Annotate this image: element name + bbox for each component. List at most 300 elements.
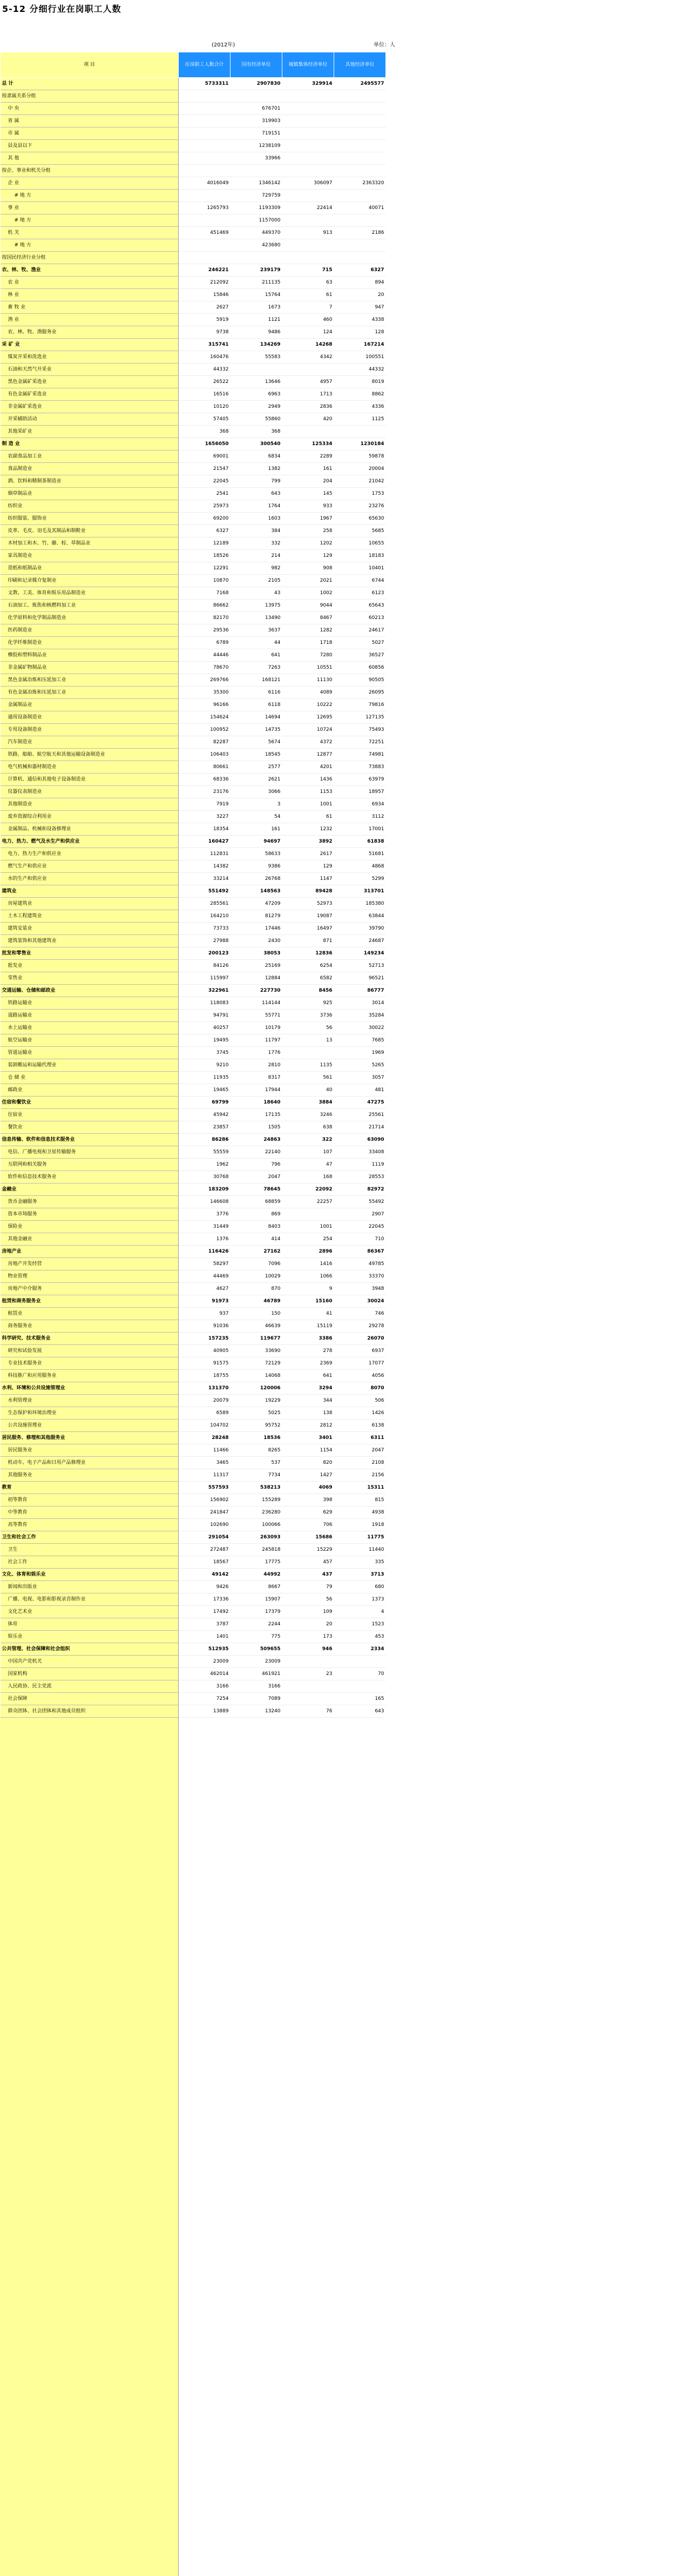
row-value — [179, 252, 231, 264]
row-value: 12836 — [282, 947, 334, 960]
row-value: 1265793 — [179, 202, 231, 214]
row-label: 广播、电视、电影和影视录音制作业 — [1, 1593, 179, 1606]
row-value: 22140 — [231, 1146, 282, 1159]
row-value: 384 — [231, 525, 282, 537]
row-value: 20 — [334, 289, 386, 301]
row-value: 10179 — [231, 1022, 282, 1034]
row-value: 15160 — [282, 1295, 334, 1308]
row-label: 机 关 — [1, 227, 179, 239]
row-value: 643 — [231, 488, 282, 500]
row-label: # 地 方 — [1, 214, 179, 227]
row-value: 18354 — [179, 823, 231, 836]
row-value: 1282 — [282, 624, 334, 637]
row-value: 60213 — [334, 612, 386, 624]
row-value: 449370 — [231, 227, 282, 239]
row-value — [282, 1680, 334, 1693]
row-value: 1776 — [231, 1047, 282, 1059]
row-value: 33408 — [334, 1146, 386, 1159]
table-row — [1, 910, 386, 923]
employment-table — [0, 52, 386, 1718]
table-row — [1, 575, 386, 587]
row-label: 农 业 — [1, 277, 179, 289]
row-value: 5025 — [231, 1407, 282, 1420]
row-label: 货币金融服务 — [1, 1196, 179, 1208]
table-row — [1, 1643, 386, 1656]
row-label: 畜 牧 业 — [1, 301, 179, 314]
row-label: 其他金融业 — [1, 1233, 179, 1246]
table-row — [1, 624, 386, 637]
row-value: 300540 — [231, 438, 282, 450]
table-row — [1, 1432, 386, 1444]
row-value: 1753 — [334, 488, 386, 500]
table-row — [1, 152, 386, 165]
row-value: 1135 — [282, 1059, 334, 1072]
row-value: 869 — [231, 1208, 282, 1221]
row-value: 76 — [282, 1705, 334, 1718]
row-value: 461921 — [231, 1668, 282, 1680]
row-value: 23176 — [179, 786, 231, 798]
row-label: 建筑业 — [1, 885, 179, 898]
row-value: 8456 — [282, 985, 334, 997]
row-value: 925 — [282, 997, 334, 1010]
row-label: 开采辅助活动 — [1, 413, 179, 426]
table-row — [1, 1581, 386, 1593]
row-value: 3294 — [282, 1382, 334, 1395]
row-value: 6327 — [179, 525, 231, 537]
table-row — [1, 115, 386, 127]
row-value: 6138 — [334, 1420, 386, 1432]
row-value: 1656050 — [179, 438, 231, 450]
row-value: 10870 — [179, 575, 231, 587]
year-subtitle: (2012年) — [212, 42, 235, 48]
table-row — [1, 314, 386, 326]
row-value: 2949 — [231, 401, 282, 413]
row-value: 69799 — [179, 1097, 231, 1109]
row-value: 25973 — [179, 500, 231, 513]
row-value — [179, 90, 231, 103]
row-value: 332 — [231, 537, 282, 550]
row-value: 19087 — [282, 910, 334, 923]
row-label: 信息传输、软件和信息技术服务业 — [1, 1134, 179, 1146]
row-value: 18755 — [179, 1370, 231, 1382]
table-row — [1, 823, 386, 836]
row-value: 91036 — [179, 1320, 231, 1333]
row-value — [334, 90, 386, 103]
row-label: 文教、工美、体育和娱乐用品制造业 — [1, 587, 179, 600]
row-label: 中国共产党机关 — [1, 1656, 179, 1668]
row-label: 道路运输业 — [1, 1010, 179, 1022]
row-label: 娱乐业 — [1, 1631, 179, 1643]
row-value: 6311 — [334, 1432, 386, 1444]
row-value: 47275 — [334, 1097, 386, 1109]
row-value: 54 — [231, 811, 282, 823]
row-label: 社会工作 — [1, 1556, 179, 1569]
row-label: 房屋建筑业 — [1, 898, 179, 910]
row-value: 55771 — [231, 1010, 282, 1022]
row-value: 1376 — [179, 1233, 231, 1246]
row-value: 160427 — [179, 836, 231, 848]
row-value: 6123 — [334, 587, 386, 600]
row-value: 933 — [282, 500, 334, 513]
row-value: 9210 — [179, 1059, 231, 1072]
table-row — [1, 1047, 386, 1059]
row-value: 131370 — [179, 1382, 231, 1395]
row-value: 9486 — [231, 326, 282, 339]
row-value: 2541 — [179, 488, 231, 500]
row-value: 947 — [334, 301, 386, 314]
row-value: 200123 — [179, 947, 231, 960]
row-value: 78670 — [179, 662, 231, 674]
row-value: 481 — [334, 1084, 386, 1097]
row-label: 住宿业 — [1, 1109, 179, 1121]
row-label: 水利、环境和公共设施管理业 — [1, 1382, 179, 1395]
row-label: 高等教育 — [1, 1519, 179, 1531]
row-value: 23009 — [179, 1656, 231, 1668]
row-value: 90505 — [334, 674, 386, 687]
row-label: 中 央 — [1, 103, 179, 115]
row-value: 100952 — [179, 724, 231, 736]
row-value: 145 — [282, 488, 334, 500]
row-value: 1427 — [282, 1469, 334, 1482]
row-value: 913 — [282, 227, 334, 239]
table-row — [1, 860, 386, 873]
row-value — [282, 239, 334, 252]
table-row — [1, 177, 386, 190]
row-label: 零售业 — [1, 972, 179, 985]
row-value: 3465 — [179, 1457, 231, 1469]
row-value: 104702 — [179, 1420, 231, 1432]
row-value: 344 — [282, 1395, 334, 1407]
row-value: 44332 — [179, 364, 231, 376]
row-value — [282, 152, 334, 165]
row-value: 106403 — [179, 749, 231, 761]
row-value: 7685 — [334, 1034, 386, 1047]
row-label: 汽车制造业 — [1, 736, 179, 749]
row-value: 1436 — [282, 774, 334, 786]
table-row — [1, 1059, 386, 1072]
row-value: 89428 — [282, 885, 334, 898]
table-row — [1, 612, 386, 624]
row-value — [334, 140, 386, 152]
row-value: 1382 — [231, 463, 282, 475]
row-value: 3713 — [334, 1569, 386, 1581]
row-value: 3246 — [282, 1109, 334, 1121]
row-label: 非金属矿物制品业 — [1, 662, 179, 674]
row-value — [282, 165, 334, 177]
row-value — [282, 1693, 334, 1705]
row-value: 168 — [282, 1171, 334, 1183]
row-label: 保险业 — [1, 1221, 179, 1233]
row-label: 市 属 — [1, 127, 179, 140]
row-value: 9386 — [231, 860, 282, 873]
row-label: 仪器仪表制造业 — [1, 786, 179, 798]
row-value — [334, 115, 386, 127]
row-value: 82287 — [179, 736, 231, 749]
row-value: 1764 — [231, 500, 282, 513]
row-value: 775 — [231, 1631, 282, 1643]
row-label: 县及县以下 — [1, 140, 179, 152]
row-value: 15119 — [282, 1320, 334, 1333]
row-label: 新闻和出版业 — [1, 1581, 179, 1593]
row-value: 9044 — [282, 600, 334, 612]
table-row — [1, 165, 386, 177]
row-value: 10222 — [282, 699, 334, 711]
row-value: 22092 — [282, 1183, 334, 1196]
row-label: 机动车、电子产品和日用产品修理业 — [1, 1457, 179, 1469]
row-label: 房地产中介服务 — [1, 1283, 179, 1295]
row-value: 65643 — [334, 600, 386, 612]
row-value: 6116 — [231, 687, 282, 699]
row-value: 55559 — [179, 1146, 231, 1159]
row-value: 31449 — [179, 1221, 231, 1233]
row-value: 11775 — [334, 1531, 386, 1544]
row-label: 食品制造业 — [1, 463, 179, 475]
row-label: 化学纤维制造业 — [1, 637, 179, 649]
row-label: 废弃资源综合利用业 — [1, 811, 179, 823]
row-value: 322 — [282, 1134, 334, 1146]
row-value: 52973 — [282, 898, 334, 910]
row-label: 文化艺术业 — [1, 1606, 179, 1618]
row-value: 18567 — [179, 1556, 231, 1569]
row-value: 102690 — [179, 1519, 231, 1531]
row-label: 铁路、船舶、航空航天和其他运输设备制造业 — [1, 749, 179, 761]
row-value: 109 — [282, 1606, 334, 1618]
table-row — [1, 289, 386, 301]
row-value: 68336 — [179, 774, 231, 786]
row-label: 按国民经济行业分组 — [1, 252, 179, 264]
row-value: 3014 — [334, 997, 386, 1010]
row-value: 306097 — [282, 177, 334, 190]
row-value: 2047 — [231, 1171, 282, 1183]
row-value: 7280 — [282, 649, 334, 662]
table-row — [1, 711, 386, 724]
table-row — [1, 637, 386, 649]
row-value: 6327 — [334, 264, 386, 277]
row-value: 24687 — [334, 935, 386, 947]
row-value: 2627 — [179, 301, 231, 314]
table-row — [1, 1519, 386, 1531]
row-value: 3745 — [179, 1047, 231, 1059]
row-value: 120006 — [231, 1382, 282, 1395]
table-row — [1, 1295, 386, 1308]
row-value: 2896 — [282, 1246, 334, 1258]
table-row — [1, 450, 386, 463]
row-value — [282, 214, 334, 227]
row-value: 6934 — [334, 798, 386, 811]
row-value: 58297 — [179, 1258, 231, 1270]
row-value: 5733311 — [179, 78, 231, 90]
row-label: 非金属矿采选业 — [1, 401, 179, 413]
row-label: 林 业 — [1, 289, 179, 301]
row-value: 22257 — [282, 1196, 334, 1208]
row-value: 33370 — [334, 1270, 386, 1283]
row-value: 894 — [334, 277, 386, 289]
row-value: 17135 — [231, 1109, 282, 1121]
row-label: 互联网和相关服务 — [1, 1159, 179, 1171]
row-value: 9 — [282, 1283, 334, 1295]
row-value: 3166 — [179, 1680, 231, 1693]
row-value: 1121 — [231, 314, 282, 326]
row-value — [282, 252, 334, 264]
row-value: 146608 — [179, 1196, 231, 1208]
row-value: 84126 — [179, 960, 231, 972]
row-value: 26522 — [179, 376, 231, 388]
row-value: 2289 — [282, 450, 334, 463]
row-label: 总 计 — [1, 78, 179, 90]
table-row — [1, 413, 386, 426]
table-row — [1, 1593, 386, 1606]
row-value: 79816 — [334, 699, 386, 711]
row-value: 10724 — [282, 724, 334, 736]
row-value: 79 — [282, 1581, 334, 1593]
table-row — [1, 885, 386, 898]
row-value: 16497 — [282, 923, 334, 935]
row-value: 4201 — [282, 761, 334, 774]
row-label: 医药制造业 — [1, 624, 179, 637]
row-value: 7919 — [179, 798, 231, 811]
row-value: 44 — [231, 637, 282, 649]
row-value: 49785 — [334, 1258, 386, 1270]
row-value: 24863 — [231, 1134, 282, 1146]
row-label: # 地 方 — [1, 190, 179, 202]
row-value: 12291 — [179, 562, 231, 575]
row-value — [231, 364, 282, 376]
row-value: 20079 — [179, 1395, 231, 1407]
row-value: 36527 — [334, 649, 386, 662]
row-label: 人民政协、民主党派 — [1, 1680, 179, 1693]
row-value — [179, 115, 231, 127]
row-value: 729759 — [231, 190, 282, 202]
row-value: 1238109 — [231, 140, 282, 152]
row-value: 368 — [179, 426, 231, 438]
row-value: 21042 — [334, 475, 386, 488]
row-label: 管道运输业 — [1, 1047, 179, 1059]
row-value: 4089 — [282, 687, 334, 699]
row-value: 80661 — [179, 761, 231, 774]
row-value: 423680 — [231, 239, 282, 252]
table-row — [1, 1084, 386, 1097]
row-value: 3386 — [282, 1333, 334, 1345]
row-label: 电气机械和器材制造业 — [1, 761, 179, 774]
row-value: 1373 — [334, 1593, 386, 1606]
row-label: 土木工程建筑业 — [1, 910, 179, 923]
table-row — [1, 1569, 386, 1581]
table-row — [1, 562, 386, 575]
row-value: 212092 — [179, 277, 231, 289]
row-value: 18640 — [231, 1097, 282, 1109]
row-value: 4868 — [334, 860, 386, 873]
row-label: 餐饮业 — [1, 1121, 179, 1134]
row-label: 酒、饮料和精制茶制造业 — [1, 475, 179, 488]
row-value: 115997 — [179, 972, 231, 985]
row-value — [179, 165, 231, 177]
table-row — [1, 836, 386, 848]
row-label: 采 矿 业 — [1, 339, 179, 351]
header-item: 项 目 — [1, 52, 179, 78]
row-label: 渔 业 — [1, 314, 179, 326]
table-row — [1, 923, 386, 935]
row-label: 计算机、通信和其他电子设备制造业 — [1, 774, 179, 786]
row-label: 公共管理、社会保障和社会组织 — [1, 1643, 179, 1656]
table-row — [1, 513, 386, 525]
row-value: 96166 — [179, 699, 231, 711]
header-state-owned: 国有经济单位 — [231, 52, 282, 78]
row-value: 13490 — [231, 612, 282, 624]
row-value: 51681 — [334, 848, 386, 860]
row-value: 49142 — [179, 1569, 231, 1581]
row-value: 796 — [231, 1159, 282, 1171]
table-row — [1, 1208, 386, 1221]
row-value: 982 — [231, 562, 282, 575]
row-value: 45942 — [179, 1109, 231, 1121]
row-value: 58633 — [231, 848, 282, 860]
row-value: 460 — [282, 314, 334, 326]
row-value: 154624 — [179, 711, 231, 724]
row-value — [282, 140, 334, 152]
row-label: 软件和信息技术服务业 — [1, 1171, 179, 1183]
table-row — [1, 662, 386, 674]
row-value: 10655 — [334, 537, 386, 550]
row-value: 1125 — [334, 413, 386, 426]
row-value: 2577 — [231, 761, 282, 774]
row-value: 451469 — [179, 227, 231, 239]
row-value: 1416 — [282, 1258, 334, 1270]
table-row — [1, 301, 386, 314]
table-row — [1, 1196, 386, 1208]
row-value: 398 — [282, 1494, 334, 1506]
row-value: 2244 — [231, 1618, 282, 1631]
row-value: 245818 — [231, 1544, 282, 1556]
row-label: 省 属 — [1, 115, 179, 127]
row-value: 908 — [282, 562, 334, 575]
table-row — [1, 1556, 386, 1569]
row-value — [334, 165, 386, 177]
row-value: 30768 — [179, 1171, 231, 1183]
table-row — [1, 1407, 386, 1420]
row-value: 2495577 — [334, 78, 386, 90]
row-value: 6834 — [231, 450, 282, 463]
row-value: 204 — [282, 475, 334, 488]
row-label: 化学原料和化学制品制造业 — [1, 612, 179, 624]
row-value: 46639 — [231, 1320, 282, 1333]
row-value: 10120 — [179, 401, 231, 413]
table-row — [1, 1656, 386, 1668]
row-value: 74981 — [334, 749, 386, 761]
row-label: 纺织服装、服饰业 — [1, 513, 179, 525]
table-row — [1, 997, 386, 1010]
row-label: 水上运输业 — [1, 1022, 179, 1034]
row-value: 368 — [231, 426, 282, 438]
table-row — [1, 475, 386, 488]
row-value: 11440 — [334, 1544, 386, 1556]
row-value: 2812 — [282, 1420, 334, 1432]
row-value: 52713 — [334, 960, 386, 972]
row-label: 其他服务业 — [1, 1469, 179, 1482]
row-value: 24617 — [334, 624, 386, 637]
table-row — [1, 1183, 386, 1196]
row-value: 870 — [231, 1283, 282, 1295]
row-value: 82170 — [179, 612, 231, 624]
row-value: 512935 — [179, 1643, 231, 1656]
table-row — [1, 1382, 386, 1395]
row-label: 装卸搬运和运输代理业 — [1, 1059, 179, 1072]
row-value: 5265 — [334, 1059, 386, 1072]
row-value: 12189 — [179, 537, 231, 550]
row-value: 3112 — [334, 811, 386, 823]
row-label: 烟草制品业 — [1, 488, 179, 500]
row-value: 15229 — [282, 1544, 334, 1556]
table-row — [1, 1544, 386, 1556]
